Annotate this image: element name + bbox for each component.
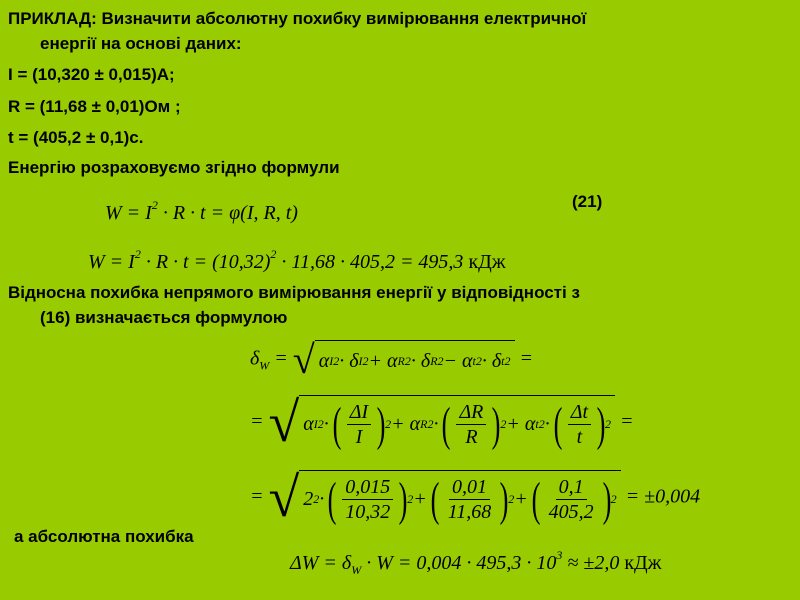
relative-error-result: ±0,004 <box>644 485 701 508</box>
num-dt: 0,1 <box>556 477 587 500</box>
task-heading-cont: енергії на основі даних: <box>40 34 242 53</box>
energy-formula: $W = I^2 \cdot R \cdot t = \varphi(I$, R, t) <box>105 198 298 224</box>
relative-error-numeric: = √ 2 2 · ( $\frac{0,015}{10,32}$ ) 2 + ( $\frac{0,01}{11,68}$ ) 2 + ( $\frac{0,1}{405,2}$ ) 2 = ±0,004 <box>250 467 701 529</box>
relative-error-expanded: = √ α I 2 · ( $\frac{\Delta I}{I}$ ) 2 + α R 2 · ( $\frac{\Delta R}{R}$ ) 2 + α t 2 · ( $\frac{\Delta t}{t}$ ) 2 = <box>250 392 634 454</box>
resistance-value: R = (11,68 ± 0,01)Ом ; <box>8 97 181 116</box>
absolute-error-unit: кДж <box>624 552 662 574</box>
absolute-error-result: ≈ ±2,0 <box>567 552 620 574</box>
den-t: 405,2 <box>548 501 594 523</box>
den-R: 11,68 <box>447 501 492 523</box>
den-I: 10,32 <box>345 501 391 523</box>
relative-error-intro: Відносна похибка непрямого вимірювання енергії у відповідності з <box>8 283 580 302</box>
energy-unit: кДж <box>468 251 506 273</box>
equation-number: (21) <box>572 192 603 211</box>
relative-error-intro-cont: (16) визначається формулою <box>40 308 288 327</box>
current-value: I = (10,320 ± 0,015)А; <box>8 65 175 84</box>
num-dI: 0,015 <box>342 477 393 500</box>
energy-intro: Енергію розраховуємо згідно формули <box>8 158 340 177</box>
time-value: t = (405,2 ± 0,1)с. <box>8 128 144 147</box>
absolute-error-label: а абсолютна похибка <box>14 527 194 546</box>
absolute-error-formula: $\Delta W = \delta_W \cdot W = 0,004 \cdot 495,3 \cdot 10^3 \approx \pm 2,0$ кДж <box>290 548 662 577</box>
relative-error-formula: $\delta_W$ = √ α I 2 · δ I 2 + α R 2 · δ R 2 − α t 2 · δ t 2 = <box>250 337 534 382</box>
task-heading: ПРИКЛАД: Визначити абсолютну похибку вимірювання електричної <box>8 9 587 28</box>
num-dR: 0,01 <box>449 477 490 500</box>
energy-calculation: $W = I^2 \cdot R \cdot t = (10,32)^2 \cdot 11,68 \cdot 405,2 = 495,3$ кДж <box>88 247 506 273</box>
